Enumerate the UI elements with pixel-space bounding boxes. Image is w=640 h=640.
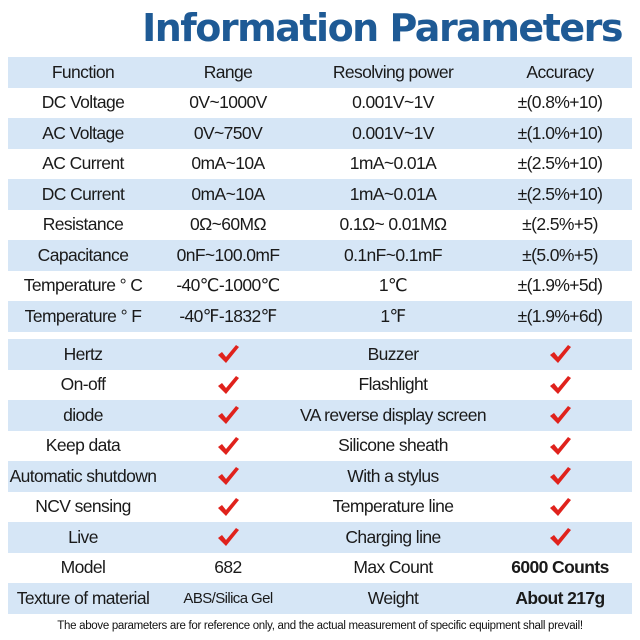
range-cell: -40℉-1832℉ (179, 305, 277, 326)
feature-check (488, 465, 632, 487)
material-label: Texture of material (16, 587, 150, 608)
range-cell: -40℃-1000℃ (176, 275, 280, 296)
checkmark-icon (216, 526, 240, 548)
parameters-table (8, 57, 632, 332)
feature-label: Temperature line (332, 496, 454, 517)
header-resolving-power: Resolving power (332, 61, 454, 82)
table-row (8, 88, 632, 119)
table-header-row (8, 57, 632, 88)
resolution-cell: 0.001V~1V (352, 92, 434, 113)
accuracy-cell: ±(1.9%+5d) (517, 275, 603, 296)
checkmark-icon (548, 435, 572, 457)
function-cell: DC Current (41, 183, 125, 204)
feature-label: Automatic shutdown (9, 465, 157, 486)
max-count-value: 6000 Counts (511, 557, 609, 578)
material-value: ABS/Silica Gel (183, 589, 273, 607)
table-row (8, 271, 632, 302)
model-value: 682 (214, 557, 242, 578)
feature-label: NCV sensing (35, 496, 131, 517)
checkmark-icon (216, 404, 240, 426)
weight-label: Weight (367, 587, 419, 608)
disclaimer-footer: The above parameters are for reference only, and the actual measurement of specific equipment shall prevail! (57, 620, 583, 632)
feature-check (488, 526, 632, 548)
table-row (8, 210, 632, 241)
range-cell: 0V~1000V (189, 92, 267, 113)
feature-check (488, 404, 632, 426)
header-function: Function (51, 61, 115, 82)
resolution-cell: 1℉ (380, 305, 406, 326)
function-cell: Resistance (42, 214, 124, 235)
feature-check (488, 343, 632, 365)
spec-row-material (8, 583, 632, 614)
spec-row-model (8, 553, 632, 584)
resolution-cell: 1mA~0.01A (349, 183, 437, 204)
range-cell: 0Ω~60MΩ (190, 214, 266, 235)
feature-label: Hertz (63, 343, 103, 364)
range-cell: 0mA~10A (191, 153, 265, 174)
accuracy-cell: ±(2.5%+5) (522, 214, 598, 235)
checkmark-icon (548, 374, 572, 396)
feature-check (158, 496, 298, 518)
function-cell: Temperature ° C (23, 275, 143, 296)
max-count-label: Max Count (353, 557, 433, 578)
feature-label: On-off (60, 374, 106, 395)
function-cell: Capacitance (37, 244, 129, 265)
resolution-cell: 0.1nF~0.1mF (344, 244, 442, 265)
feature-row (8, 522, 632, 553)
accuracy-cell: ±(1.0%+10) (517, 122, 603, 143)
table-row (8, 240, 632, 271)
feature-label: VA reverse display screen (299, 404, 487, 425)
feature-check (158, 404, 298, 426)
accuracy-cell: ±(0.8%+10) (517, 92, 603, 113)
model-label: Model (60, 557, 106, 578)
feature-row (8, 461, 632, 492)
feature-label: Flashlight (358, 374, 428, 395)
accuracy-cell: ±(1.9%+6d) (517, 305, 603, 326)
feature-label: Silicone sheath (338, 435, 448, 456)
accuracy-cell: ±(5.0%+5) (522, 244, 598, 265)
checkmark-icon (548, 404, 572, 426)
feature-label: diode (63, 404, 103, 425)
function-cell: AC Current (42, 153, 124, 174)
feature-label: Charging line (345, 526, 441, 547)
feature-label: Live (68, 526, 98, 547)
accuracy-cell: ±(2.5%+10) (517, 183, 603, 204)
checkmark-icon (548, 496, 572, 518)
feature-check (158, 465, 298, 487)
resolution-cell: 1℃ (378, 275, 408, 296)
feature-check (158, 343, 298, 365)
table-row (8, 149, 632, 180)
function-cell: AC Voltage (42, 122, 124, 143)
table-row (8, 118, 632, 149)
feature-check (158, 435, 298, 457)
checkmark-icon (548, 526, 572, 548)
resolution-cell: 1mA~0.01A (349, 153, 437, 174)
feature-row (8, 370, 632, 401)
checkmark-icon (548, 465, 572, 487)
checkmark-icon (216, 343, 240, 365)
feature-label: With a stylus (347, 465, 439, 486)
range-cell: 0nF~100.0mF (176, 244, 280, 265)
checkmark-icon (216, 465, 240, 487)
weight-value: About 217g (515, 587, 605, 608)
feature-label: Buzzer (367, 343, 419, 364)
table-row (8, 179, 632, 210)
feature-check (488, 374, 632, 396)
feature-check (488, 435, 632, 457)
resolution-cell: 0.1Ω~ 0.01MΩ (339, 214, 447, 235)
function-cell: DC Voltage (41, 92, 125, 113)
feature-check (488, 496, 632, 518)
feature-row (8, 400, 632, 431)
range-cell: 0V~750V (193, 122, 263, 143)
checkmark-icon (216, 496, 240, 518)
feature-row (8, 339, 632, 370)
feature-row (8, 431, 632, 462)
checkmark-icon (548, 343, 572, 365)
feature-check (158, 526, 298, 548)
feature-label: Keep data (45, 435, 121, 456)
table-row (8, 301, 632, 332)
feature-check (158, 374, 298, 396)
resolution-cell: 0.001V~1V (352, 122, 434, 143)
range-cell: 0mA~10A (191, 183, 265, 204)
function-cell: Temperature ° F (24, 305, 142, 326)
header-accuracy: Accuracy (526, 61, 594, 82)
features-table (8, 339, 632, 614)
checkmark-icon (216, 374, 240, 396)
feature-row (8, 492, 632, 523)
checkmark-icon (216, 435, 240, 457)
header-range: Range (203, 61, 253, 82)
page-title: Information Parameters (142, 6, 622, 50)
accuracy-cell: ±(2.5%+10) (517, 153, 603, 174)
